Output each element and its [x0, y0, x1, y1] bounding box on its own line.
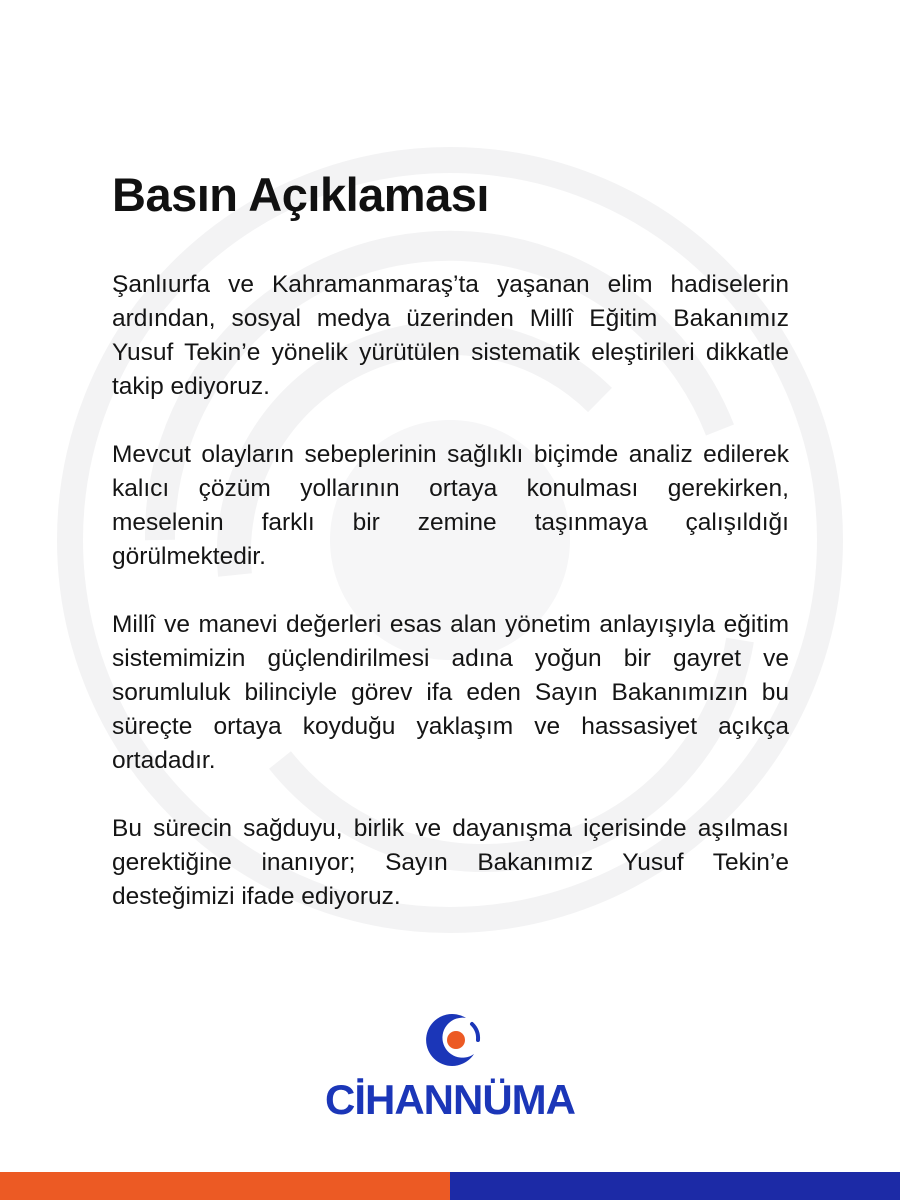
logo-wordmark: CİHANNÜMA	[325, 1076, 575, 1123]
bottom-color-bar	[0, 1172, 900, 1200]
press-release-content	[112, 168, 789, 948]
paragraph-3: Millî ve manevi değerleri esas alan yönetim anlayışıyla eğitim sistemimizin güçlendirilmesi adına yoğun bir gayret ve sorumluluk bilinciyle görev ifa eden Sayın Bakanımızın bu süreçte ortaya koyduğu yaklaşım ve hassasiyet açıkça ortadadır.	[112, 611, 789, 775]
crescent-logo-icon	[422, 1010, 482, 1068]
paragraph-2: Mevcut olayların sebeplerinin sağlıklı biçimde analiz edilerek kalıcı çözüm yollarının ortaya konulması gerekirken, meselenin farklı bir zemine taşınmaya çalışıldığı görülmektedir.	[112, 441, 789, 571]
bottom-bar-blue	[450, 1172, 900, 1200]
cihannuma-logo	[316, 1010, 584, 1125]
paragraph-4: Bu sürecin sağduyu, birlik ve dayanışma içerisinde aşılması gerektiğine inanıyor; Sayın Bakanımız Yusuf Tekin’e desteğimizi ifade ediyoruz.	[112, 815, 789, 911]
page-title: Basın Açıklaması	[112, 168, 489, 221]
bottom-bar-orange	[0, 1172, 450, 1200]
paragraph-1: Şanlıurfa ve Kahramanmaraş’ta yaşanan elim hadiselerin ardından, sosyal medya üzerinden Millî Eğitim Bakanımız Yusuf Tekin’e yönelik yürütülen sistematik eleştirileri dikkatle takip ediyoruz.	[112, 271, 789, 401]
